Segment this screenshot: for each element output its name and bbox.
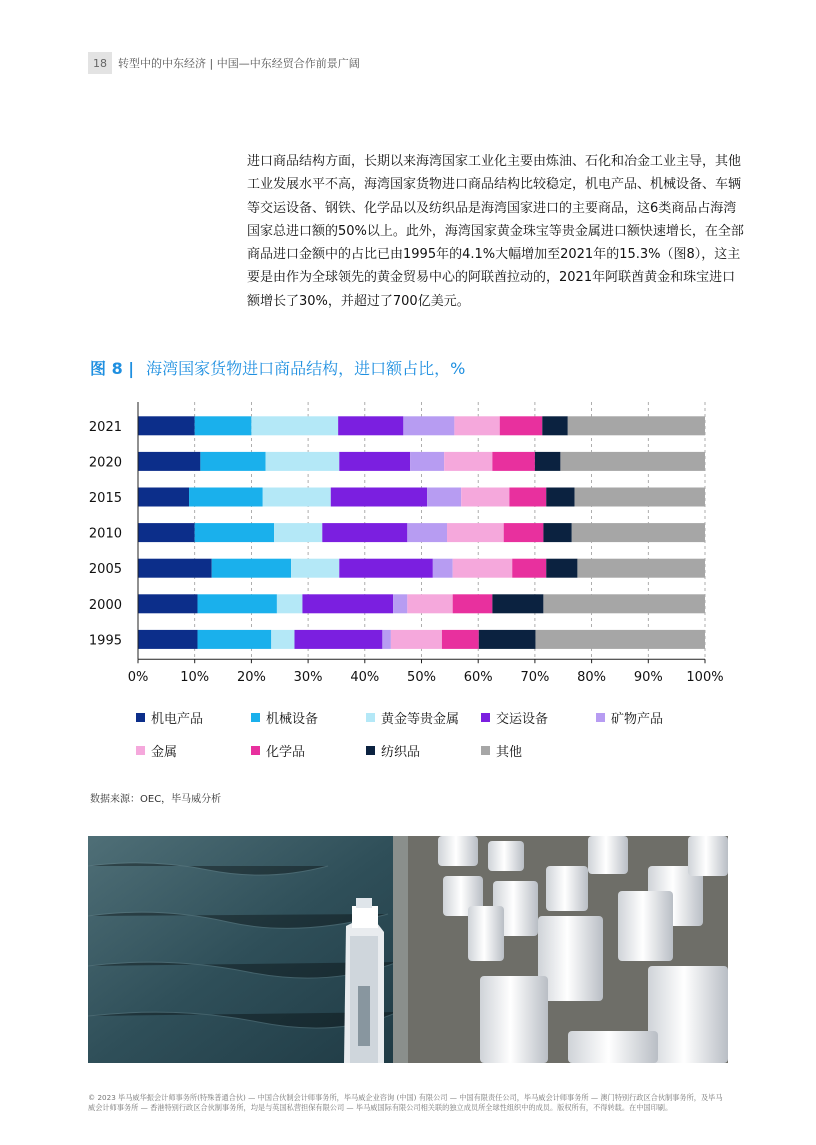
bar-segment [542, 416, 568, 435]
y-tick-label: 2005 [88, 562, 122, 578]
bar-segment [453, 559, 513, 578]
bar-segment [407, 523, 447, 542]
x-tick-label: 70% [520, 670, 550, 686]
bar-segment [294, 630, 382, 649]
legend-swatch [596, 713, 605, 722]
y-tick-label: 2020 [88, 455, 122, 471]
bar-segment [393, 594, 407, 613]
bar-segment [577, 559, 705, 578]
bar-segment [454, 416, 499, 435]
bar-segment [322, 523, 407, 542]
stacked-bar-chart [88, 400, 728, 700]
bar-segment [442, 630, 479, 649]
bar-segment [403, 416, 454, 435]
legend-swatch [136, 713, 145, 722]
legend-label: 黄金等贵金属 [381, 712, 460, 727]
legend-item [366, 708, 459, 727]
bar-segment [572, 523, 705, 542]
legend-label: 纺织品 [381, 745, 421, 760]
bar-segment [479, 630, 536, 649]
bar-segment [198, 594, 277, 613]
legend-swatch [251, 746, 260, 755]
bar-segment [198, 630, 272, 649]
bar-segment [535, 452, 561, 471]
bar-segment [504, 523, 544, 542]
legend-item [136, 708, 203, 727]
bar-segment [560, 452, 705, 471]
bar-segment [138, 452, 200, 471]
figure-title [90, 356, 465, 379]
bar-segment [189, 488, 263, 507]
bar-segment [568, 416, 705, 435]
y-tick-label: 2021 [88, 419, 122, 435]
legend-swatch [481, 713, 490, 722]
legend-item [251, 741, 305, 760]
bar-segment [138, 488, 189, 507]
y-tick-label: 2000 [88, 597, 122, 613]
legend-swatch [251, 713, 260, 722]
bar-segment [195, 523, 274, 542]
x-tick-label: 0% [127, 670, 149, 686]
y-tick-label: 2010 [88, 526, 122, 542]
bar-segment [302, 594, 393, 613]
bar-segment [274, 523, 322, 542]
bar-segment [277, 594, 303, 613]
legend-item [366, 741, 420, 760]
x-tick-label: 50% [407, 670, 436, 686]
bar-segment [138, 523, 195, 542]
legend-label: 机械设备 [266, 712, 319, 727]
legend-swatch [481, 746, 490, 755]
bar-segment [271, 630, 294, 649]
legend-item [596, 708, 663, 727]
x-tick-label: 10% [180, 670, 210, 686]
bar-segment [509, 488, 546, 507]
bar-segment [391, 630, 442, 649]
x-tick-label: 90% [633, 670, 663, 686]
legend-item [136, 741, 177, 760]
chart-svg [88, 400, 728, 700]
y-tick-label: 2015 [88, 491, 122, 506]
bar-segment [339, 559, 433, 578]
bar-segment [338, 416, 403, 435]
page-header [88, 52, 360, 74]
bar-segment [453, 594, 493, 613]
figure-caption: 海湾国家货物进口商品结构，进口额占比，% [146, 359, 466, 378]
photo-tanker-and-storage-tanks [88, 836, 728, 1063]
bar-segment [291, 559, 339, 578]
legend-item [251, 708, 318, 727]
data-source: 数据来源：OEC，毕马威分析 [90, 794, 222, 805]
x-tick-label: 100% [686, 670, 724, 686]
legend-label: 矿物产品 [611, 712, 664, 727]
legend-swatch [366, 746, 375, 755]
bar-segment [546, 559, 577, 578]
bar-segment [138, 630, 198, 649]
x-tick-label: 60% [463, 670, 493, 686]
intro-paragraph: 进口商品结构方面，长期以来海湾国家工业化主要由炼油、石化和冶金工业主导，其他工业发展水平不高，海湾国家货物进口商品结构比较稳定，机电产品、机械设备、车辆等交运设备、钢铁、化学品以及纺织品是海湾国家进口的主要商品，这6类商品占海湾国家总进口额的50%以上。此外，海湾国家黄金珠宝等贵金属进口额快速增长，在全部商品进口金额中的占比已由1995年的4.1%大幅增加至2021年的15.3%（图8），这主要是由作为全球领先的黄金贸易中心的阿联酋拉动的，2021年阿联酋黄金和珠宝进口额增长了30%，并超过了700亿美元。 [247, 154, 744, 309]
bar-segment [575, 488, 705, 507]
legend-item [481, 708, 548, 727]
legend-label: 金属 [151, 745, 178, 760]
legend-label: 交运设备 [496, 712, 549, 727]
x-tick-label: 40% [350, 670, 380, 686]
page-number: 18 [88, 52, 112, 74]
bar-segment [195, 416, 252, 435]
running-title: 转型中的中东经济 | 中国—中东经贸合作前景广阔 [118, 57, 360, 70]
y-tick-label: 1995 [88, 633, 122, 649]
bar-segment [444, 452, 492, 471]
bar-segment [500, 416, 543, 435]
copyright-footer: © 2023 毕马威华振会计师事务所(特殊普通合伙) — 中国合伙制会计师事务所，毕马威企业咨询 (中国) 有限公司 — 中国有限责任公司，毕马威会计师事务所 — 澳门特别行政区合伙制事务所，及毕马威会计师事务所 — 香港特别行政区合伙制事务所，均是与英国私营担保有限公司 — 毕马威国际有限公司相关联的独立成员所全球性组织中的成员。版权所有，不得转载。在中国印刷。 [88, 1093, 723, 1112]
bar-segment [339, 452, 410, 471]
bar-segment [251, 416, 338, 435]
bar-segment [447, 523, 504, 542]
bar-segment [200, 452, 265, 471]
bar-segment [212, 559, 291, 578]
x-tick-label: 80% [577, 670, 607, 686]
bar-segment [382, 630, 391, 649]
legend-label: 其他 [496, 745, 523, 760]
bar-segment [543, 523, 571, 542]
bar-segment [535, 630, 705, 649]
bar-segment [492, 452, 535, 471]
bar-segment [492, 594, 543, 613]
legend-swatch [366, 713, 375, 722]
bar-segment [407, 594, 452, 613]
bar-segment [512, 559, 546, 578]
bar-segment [138, 416, 195, 435]
bar-segment [543, 594, 705, 613]
x-tick-label: 30% [293, 670, 323, 686]
legend-label: 机电产品 [151, 712, 204, 727]
figure-number: 图 8 | [90, 359, 135, 378]
bar-segment [331, 488, 427, 507]
legend-item [481, 741, 522, 760]
legend-label: 化学品 [266, 745, 306, 760]
x-tick-label: 20% [236, 670, 266, 686]
bar-segment [546, 488, 574, 507]
bar-segment [410, 452, 444, 471]
bar-segment [427, 488, 461, 507]
bar-segment [433, 559, 453, 578]
bar-segment [263, 488, 331, 507]
bar-segment [138, 559, 212, 578]
bar-segment [266, 452, 340, 471]
legend-swatch [136, 746, 145, 755]
bar-segment [461, 488, 509, 507]
bar-segment [138, 594, 198, 613]
